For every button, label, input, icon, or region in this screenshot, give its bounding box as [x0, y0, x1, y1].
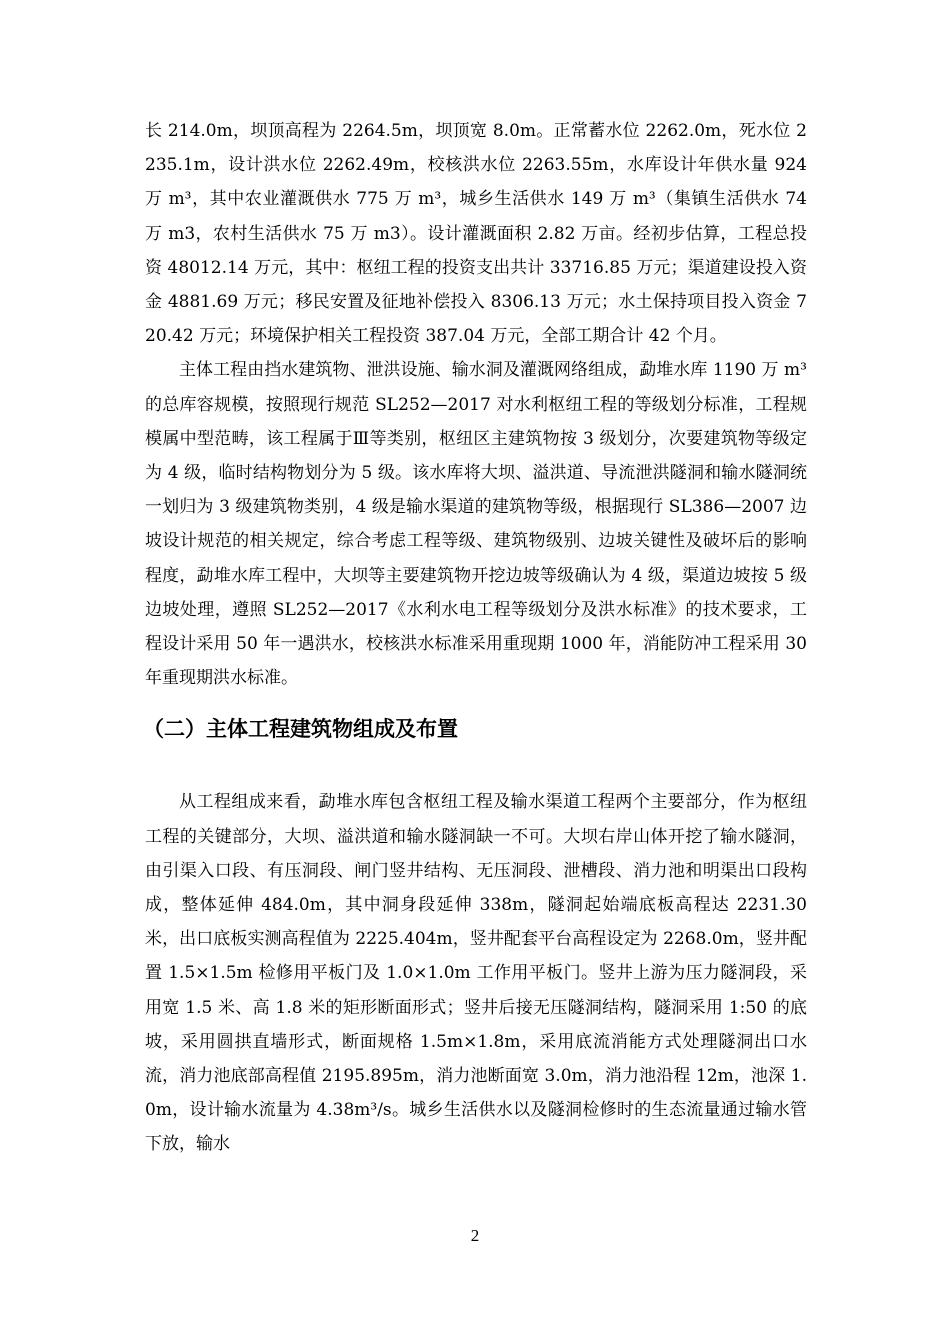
paragraph-3: 从工程组成来看，勐堆水库包含枢纽工程及输水渠道工程两个主要部分，作为枢纽工程的关键部分，大坝、溢洪道和输水隧洞缺一不可。大坝右岸山体开挖了输水隧洞，由引渠入口段、有压洞段、闸门竖井结构、无压洞段、泄槽段、消力池和明渠出口段构成，整体延伸 484.0m，其中洞身段延伸 338m，隧洞起始端底板高程达 2231.30 米，出口底板实测高程值为 2225.404m，竖井配套平台高程设定为 2268.0m，竖井配置 1.5×1.5m 检修用平板门及 1.0×1.0m 工作用平板门。竖井上游为压力隧洞段，采用宽 1.5 米、高 1.8 米的矩形断面形式；竖井后接无压隧洞结构，隧洞采用 1:50 的底坡，采用圆拱直墙形式，断面规格 1.5m×1.8m，采用底流消能方式处理隧洞出口水流，消力池底部高程值 2195.895m，消力池断面宽 3.0m，消力池沿程 12m，池深 1.0m，设计输水流量为 4.38m³/s。城乡生活供水以及隧洞检修时的生态流量通过输水管下放，输水 [145, 792, 807, 1155]
paragraph-2: 主体工程由挡水建筑物、泄洪设施、输水洞及灌溉网络组成，勐堆水库 1190 万 m³ 的总库容规模，按照现行规范 SL252—2017 对水利枢纽工程的等级划分标准，工程规模属中型范畴，该工程属于Ⅲ等类别，枢纽区主建筑物按 3 级划分，次要建筑物等级定为 4 级，临时结构物划分为 5 级。该水库将大坝、溢洪道、导流泄洪隧洞和输水隧洞统一划归为 3 级建筑物类别，4 级是输水渠道的建筑物等级，根据现行 SL386—2007 边坡设计规范的相关规定，综合考虑工程等级、建筑物级别、边坡关键性及破坏后的影响程度，勐堆水库工程中，大坝等主要建筑物开挖边坡等级确认为 4 级，渠道边坡按 5 级边坡处理，遵照 SL252—2017《水利水电工程等级划分及洪水标准》的技术要求，工程设计采用 50 年一遇洪水，校核洪水标准采用重现期 1000 年，消能防冲工程采用 30 年重现期洪水标准。 [145, 360, 807, 689]
section-heading: （二）主体工程建筑物组成及布置 [143, 717, 458, 742]
paragraph-1: 长 214.0m，坝顶高程为 2264.5m，坝顶宽 8.0m。正常蓄水位 2262.0m，死水位 2235.1m，设计洪水位 2262.49m，校核洪水位 2263.55m，水库设计年供水量 924 万 m³，其中农业灌溉供水 775 万 m³，城乡生活供水 149 万 m³（集镇生活供水 74 万 m3，农村生活供水 75 万 m3）。设计灌溉面积 2.82 万亩。经初步估算，工程总投资 48012.14 万元，其中：枢纽工程的投资支出共计 33716.85 万元；渠道建设投入资金 4881.69 万元；移民安置及征地补偿投入 8306.13 万元；水土保持项目投入资金 720.42 万元；环境保护相关工程投资 387.04 万元，全部工期合计 42 个月。 [145, 121, 807, 347]
document-page [145, 114, 807, 1162]
page-number: 2 [470, 1226, 480, 1245]
